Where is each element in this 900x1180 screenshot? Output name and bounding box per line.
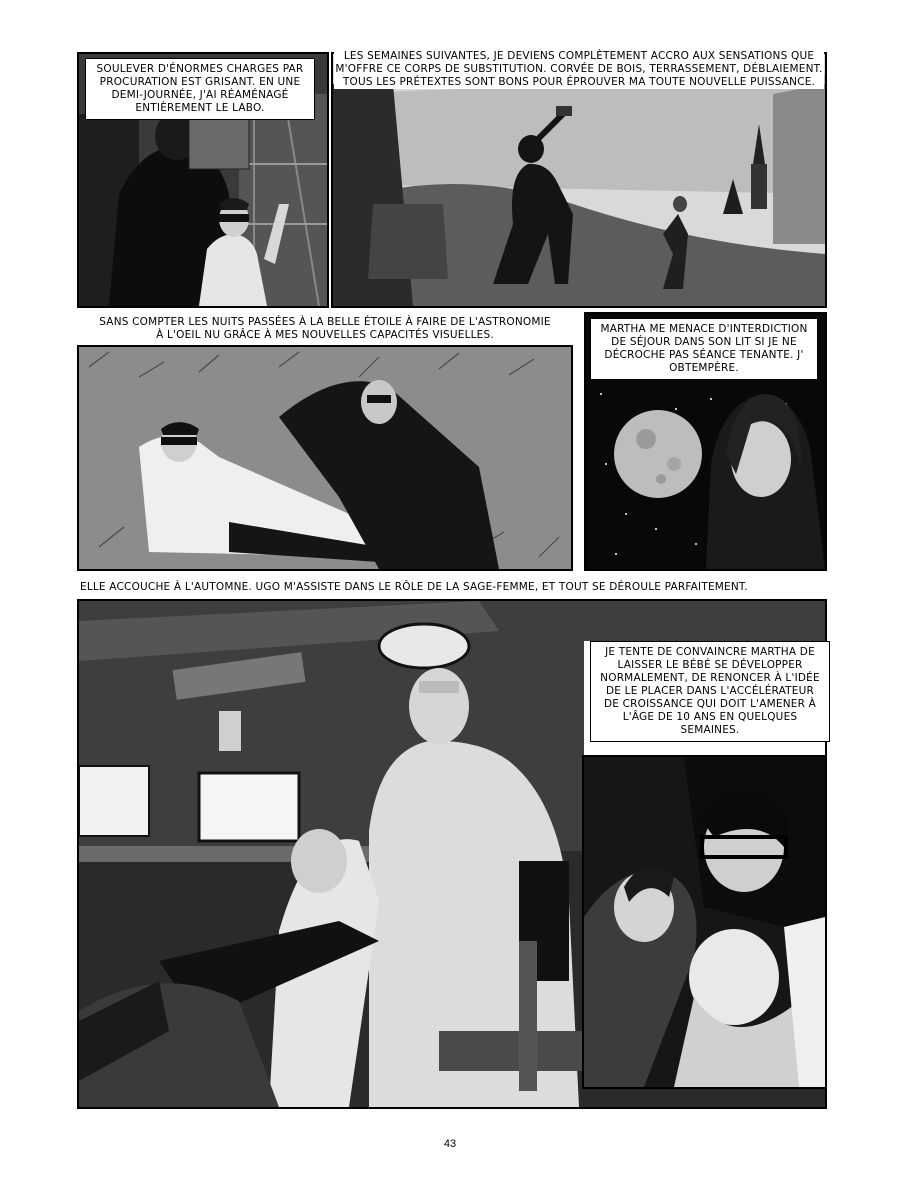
caption-martha (590, 318, 818, 380)
panel-woodchopping (331, 52, 827, 308)
caption-nights-line-2: À L'OEIL NU GRÂCE À MES NOUVELLES CAPACITÉS VISUELLES. (156, 329, 494, 341)
caption-lab-text: SOULEVER D'ÉNORMES CHARGES PAR PROCURATION EST GRISANT. EN UNE DEMI-JOURNÉE, J'AI RÉAMÉNAGÉ ENTIÈREMENT LE LABO. (96, 63, 304, 114)
caption-baby-text: JE TENTE DE CONVAINCRE MARTHA DE LAISSER LE BÉBÉ SE DÉVELOPPER NORMALEMENT, DE RENONCER À L'IDÉE DE LE PLACER DANS L'ACCÉLÉRATEUR DE CROISSANCE QUI DOIT L'AMENER À L'ÂGE DE 10 ANS EN QUELQUES SEMAINES. (600, 646, 820, 736)
caption-weeks (334, 50, 824, 89)
parents-and-baby-illustration (584, 757, 825, 1087)
caption-birth (80, 581, 825, 594)
moon (614, 410, 702, 498)
caption-baby (590, 641, 830, 742)
caption-nights (80, 316, 570, 342)
caption-weeks-line-3: TOUS LES PRÉTEXTES SONT BONS POUR ÉPROUVER MA TOUTE NOUVELLE PUISSANCE. (342, 76, 816, 88)
panel-baby (582, 755, 827, 1089)
caption-weeks-line-2: M'OFFRE CE CORPS DE SUBSTITUTION. CORVÉE DE BOIS, TERRASSEMENT, DÉBLAIEMENT. (335, 63, 823, 75)
page-number: 43 (443, 1138, 457, 1150)
caption-lab (85, 58, 315, 120)
caption-weeks-line-1: LES SEMAINES SUIVANTES, JE DEVIENS COMPLÈTEMENT ACCRO AUX SENSATIONS QUE (343, 50, 815, 62)
woodchopping-illustration (333, 54, 825, 306)
stargazing-illustration (79, 347, 571, 569)
caption-martha-text: MARTHA ME MENACE D'INTERDICTION DE SÉJOUR DANS SON LIT SI JE NE DÉCROCHE PAS SÉANCE TENANTE. J' OBTEMPÈRE. (600, 323, 808, 374)
panel-stargazing (77, 345, 573, 571)
caption-nights-line-1: SANS COMPTER LES NUITS PASSÉES À LA BELLE ÉTOILE À FAIRE DE L'ASTRONOMIE (99, 316, 551, 328)
caption-birth-text: ELLE ACCOUCHE À L'AUTOMNE. UGO M'ASSISTE DANS LE RÔLE DE LA SAGE-FEMME, ET TOUT SE DÉROULE PARFAITEMENT. (80, 581, 748, 593)
